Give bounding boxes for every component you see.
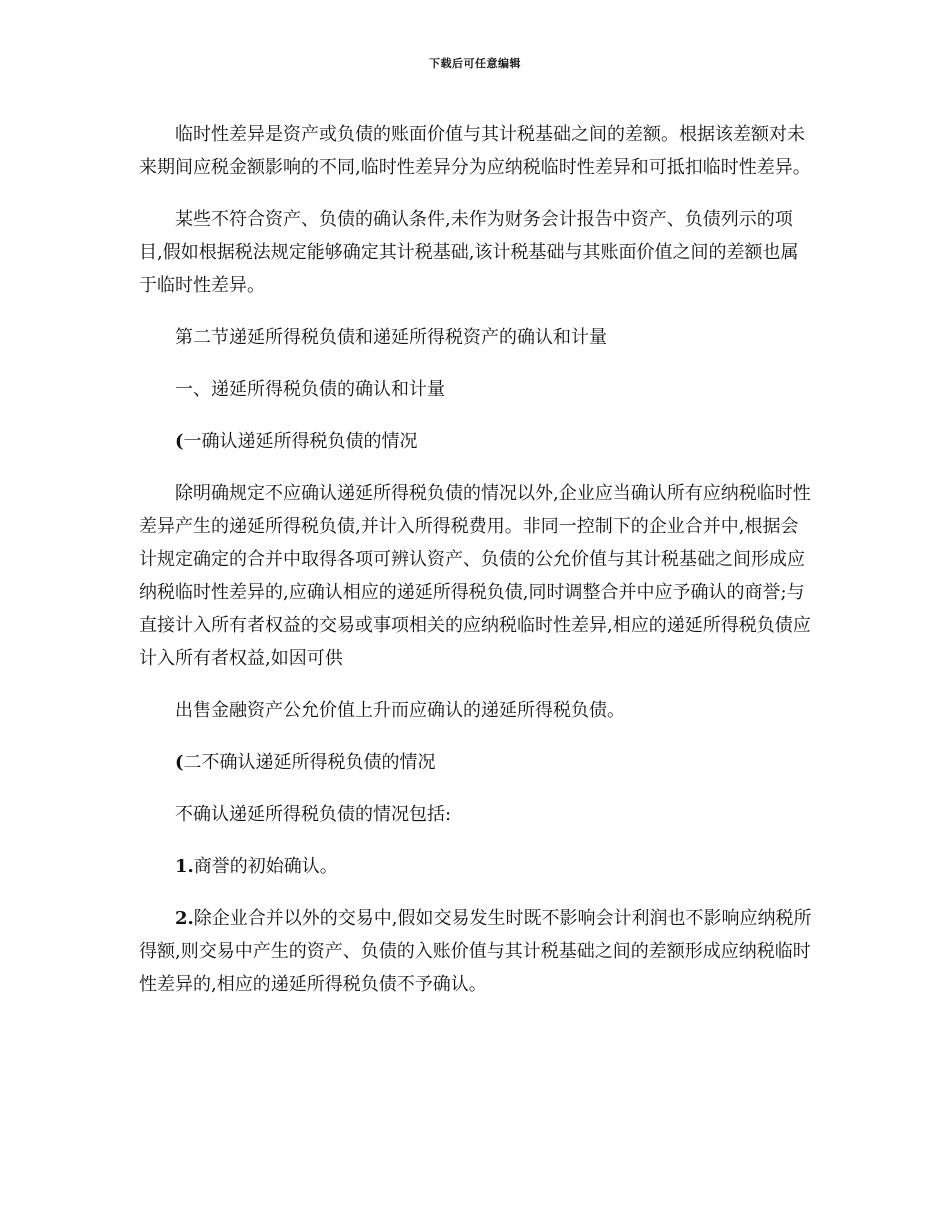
- list-item: 2.除企业合并以外的交易中,假如交易发生时既不影响会计利润也不影响应纳税所得额,则交易中产生的资产、负债的入账价值与其计税基础之间的差额形成应纳税临时性差异的,相应的递延所得税负债不予确认。: [139, 908, 812, 995]
- paragraph: 除明确规定不应确认递延所得税负债的情况以外,企业应当确认所有应纳税临时性差异产生的递延所得税负债,并计入所得税费用。非同一控制下的企业合并中,根据会计规定确定的合并中取得各项可辨认资产、负债的公允价值与其计税基础之间形成应纳税临时性差异的,应确认相应的递延所得税负债,同时调整合并中应予确认的商誉;与直接计入所有者权益的交易或事项相关的应纳税临时性差异,相应的递延所得税负债应计入所有者权益,如因可供: [139, 483, 811, 669]
- page-header: 下载后可任意编辑: [429, 57, 521, 70]
- section-heading: 第二节递延所得税负债和递延所得税资产的确认和计量: [175, 327, 607, 348]
- paragraph: 某些不符合资产、负债的确认条件,未作为财务会计报告中资产、负债列示的项目,假如根据税法规定能够确定其计税基础,该计税基础与其账面价值之间的差额也属于临时性差异。: [139, 209, 799, 296]
- paragraph: 临时性差异是资产或负债的账面价值与其计税基础之间的差额。根据该差额对未来期间应税金额影响的不同,临时性差异分为应纳税临时性差异和可抵扣临时性差异。: [139, 124, 811, 178]
- item-heading: (一确认递延所得税负债的情况: [175, 431, 418, 452]
- subsection-heading: 一、递延所得税负债的确认和计量: [175, 379, 445, 400]
- document-body: [139, 118, 814, 1020]
- paragraph: 不确认递延所得税负债的情况包括:: [175, 804, 452, 825]
- item-heading: (二不确认递延所得税负债的情况: [175, 752, 436, 773]
- list-item: 1.商誉的初始确认。: [175, 856, 338, 877]
- paragraph: 出售金融资产公允价值上升而应确认的递延所得税负债。: [175, 700, 625, 721]
